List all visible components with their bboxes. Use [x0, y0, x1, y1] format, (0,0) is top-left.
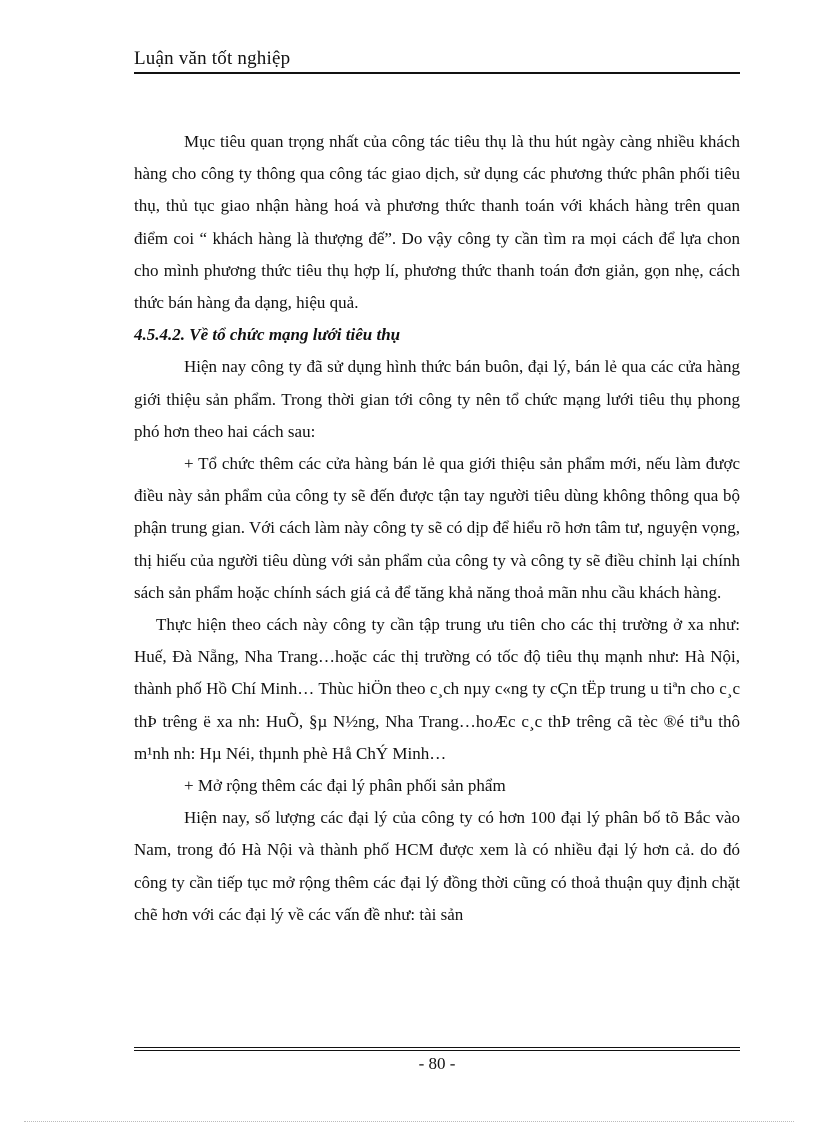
footer-divider-bottom [134, 1050, 740, 1051]
page-edge-divider [24, 1121, 794, 1122]
page-number: - 80 - [418, 1054, 456, 1073]
paragraph-sales-objective: Mục tiêu quan trọng nhất của công tác tiêu thụ là thu hút ngày càng nhiều khách hàng cho công ty thông qua công tác giao dịch, sử dụng các phương thức phân phối tiêu thụ, thủ tục giao nhận hàng hoá và phương thức thanh toán với khách hàng trên quan điểm coi “ khách hàng là thượng đế”. Do vậy công ty cần tìm ra mọi cách để lựa chon cho mình phương thức tiêu thụ hợp lí, phương thức thanh toán đơn giản, gọn nhẹ, cách thức bán hàng đa dạng, hiệu quả. [134, 132, 740, 313]
footer-divider-top [134, 1047, 740, 1048]
paragraph-target-markets: Thực hiện theo cách này công ty cần tập trung ưu tiên cho các thị trường ở xa như: Huế, Đà Nẵng, Nha Trang…hoặc các thị trường có tốc độ tiêu thụ mạnh như: Hà Nội, thành phố Hồ Chí Minh… Thùc hiÖn theo c¸ch nµy c«ng ty cÇn tËp trung u tiªn cho c¸c thÞ trêng ë xa nh: HuÕ, §µ N½ng, Nha Trang…hoÆc c¸c thÞ trêng cã tèc ®é tiªu thô m¹nh nh: Hµ Néi, thµnh phè Hå ChÝ Minh… [134, 615, 740, 763]
document-body [134, 126, 740, 931]
paragraph-retail-stores: + Tổ chức thêm các cửa hàng bán lẻ qua giới thiệu sản phẩm mới, nếu làm được điều này sản phẩm của công ty sẽ đến được tận tay người tiêu dùng không thông qua bộ phận trung gian. Với cách làm này công ty sẽ có dịp để hiểu rõ hơn tâm tư, nguyện vọng, thị hiếu của người tiêu dùng với sản phẩm của công ty và công ty sẽ điều chỉnh lại chính sách sản phẩm hoặc chính sách giá cả để tăng khả năng thoả mãn nhu cầu khách hàng. [134, 454, 740, 602]
document-header-title: Luận văn tốt nghiệp [134, 48, 291, 69]
paragraph-agent-count: Hiện nay, số lượng các đại lý của công ty có hơn 100 đại lý phân bố tõ Bắc vào Nam, trong đó Hà Nội và thành phố HCM được xem là có nhiều đại lý hơn cả. do đó công ty cần tiếp tục mở rộng thêm các đại lý đồng thời cũng có thoả thuận quy định chặt chẽ hơn với các đại lý về các vấn đề như: tài sản [134, 808, 740, 924]
paragraph-expand-agents: + Mở rộng thêm các đại lý phân phối sản phẩm [184, 776, 506, 796]
header-divider [134, 72, 740, 74]
section-heading: 4.5.4.2. Về tổ chức mạng lưới tiêu thụ [134, 325, 401, 345]
paragraph-current-network: Hiện nay công ty đã sử dụng hình thức bán buôn, đại lý, bán lẻ qua các cửa hàng giới thiệu sản phẩm. Trong thời gian tới công ty nên tổ chức mạng lưới tiêu thụ phong phó hơn theo hai cách sau: [134, 357, 740, 441]
